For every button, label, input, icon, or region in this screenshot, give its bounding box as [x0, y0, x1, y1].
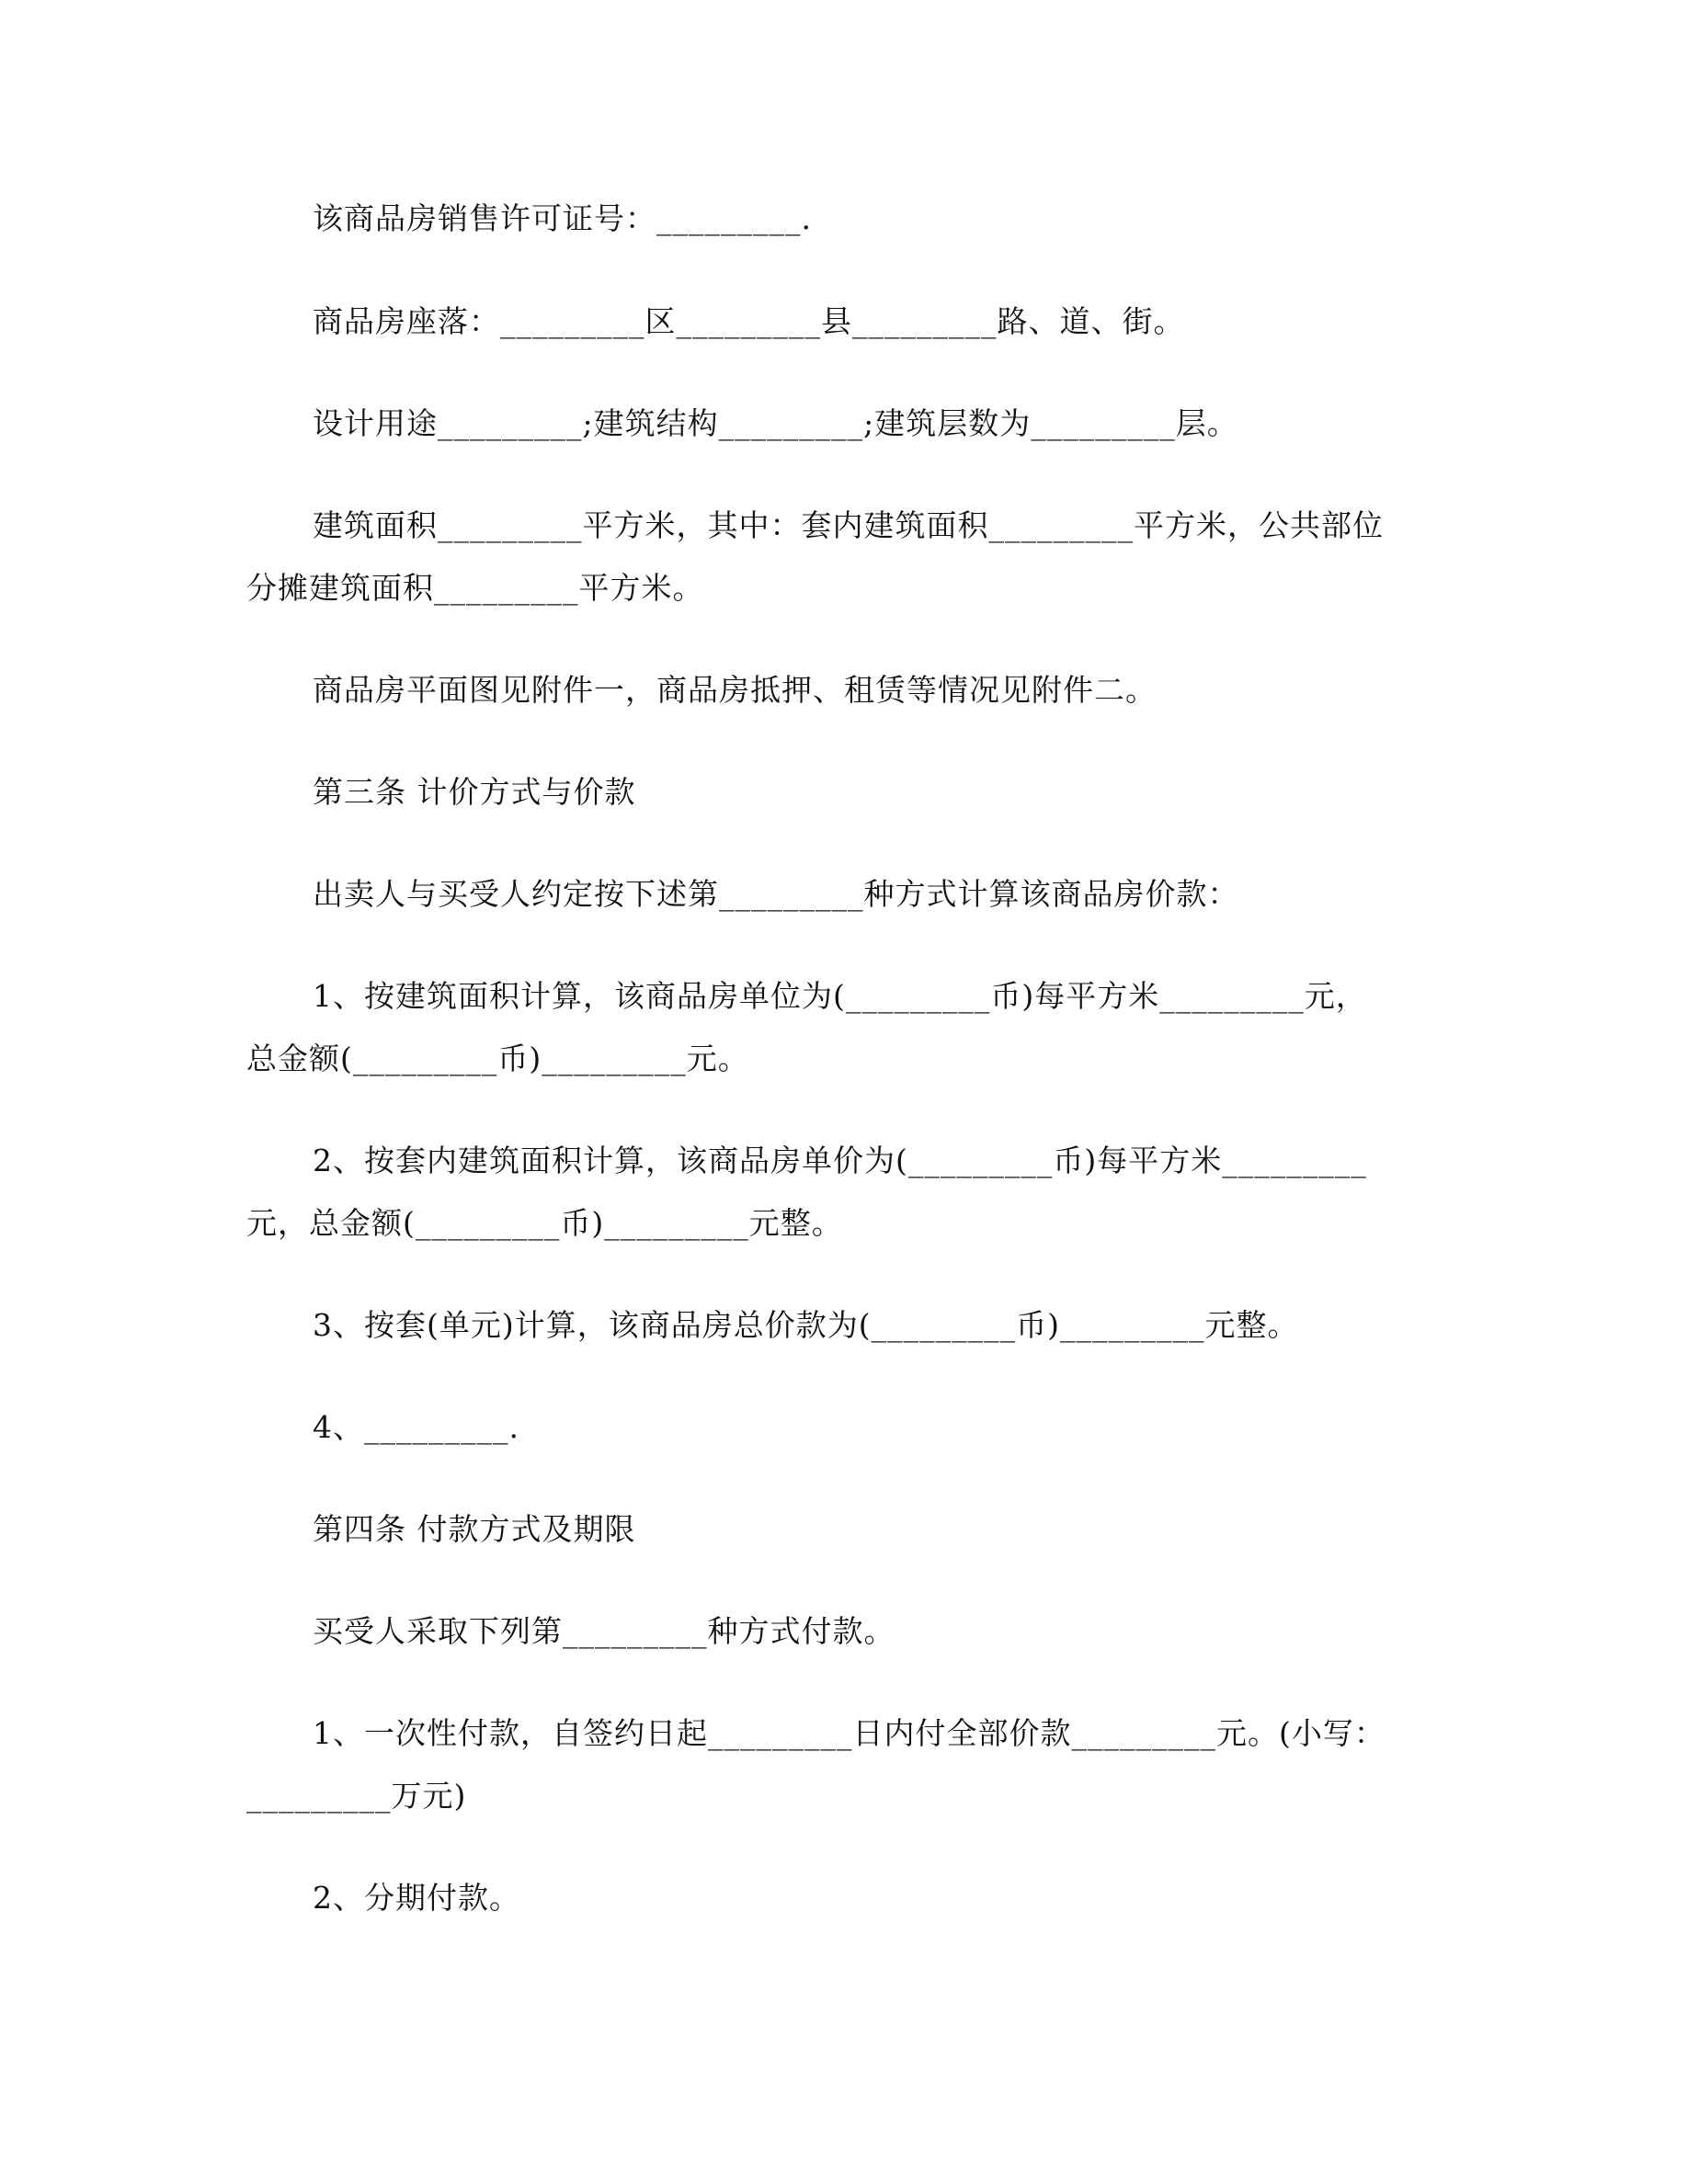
- location-line: 商品房座落：_________区_________县_________路、道、街。: [313, 303, 1185, 339]
- pricing-option-4-line: 4、_________.: [313, 1409, 519, 1445]
- lump-sum-payment-line: 1、一次性付款，自签约日起_________日内付全部价款_________元。(小写：: [313, 1715, 1386, 1751]
- sales-permit-line: 该商品房销售许可证号：_________.: [313, 200, 812, 236]
- building-area-line: 建筑面积_________平方米，其中：套内建筑面积_________平方米，公共部位: [313, 507, 1384, 543]
- lump-sum-amount-line: _________万元): [246, 1778, 467, 1814]
- shared-area-line: 分摊建筑面积_________平方米。: [246, 570, 704, 606]
- pricing-option-2-total-line: 元，总金额(_________币)_________元整。: [246, 1205, 843, 1241]
- pricing-method-line: 出卖人与买受人约定按下述第_________种方式计算该商品房价款：: [313, 876, 1239, 912]
- attachments-line: 商品房平面图见附件一，商品房抵押、租赁等情况见附件二。: [313, 672, 1157, 708]
- article-three-heading: 第三条 计价方式与价款: [313, 774, 636, 810]
- design-usage-line: 设计用途_________;建筑结构_________;建筑层数为_________层。: [313, 405, 1238, 441]
- article-four-heading: 第四条 付款方式及期限: [313, 1511, 636, 1547]
- pricing-option-3-line: 3、按套(单元)计算，该商品房总价款为(_________币)_________元整。: [313, 1307, 1299, 1343]
- pricing-option-1-total-line: 总金额(_________币)_________元。: [246, 1041, 749, 1076]
- pricing-option-1-line: 1、按建筑面积计算，该商品房单位为(_________币)每平方米_________元，: [313, 978, 1367, 1014]
- pricing-option-2-line: 2、按套内建筑面积计算，该商品房单价为(_________币)每平方米_________: [313, 1143, 1367, 1178]
- installment-payment-line: 2、分期付款。: [313, 1880, 520, 1916]
- payment-method-line: 买受人采取下列第_________种方式付款。: [313, 1613, 895, 1649]
